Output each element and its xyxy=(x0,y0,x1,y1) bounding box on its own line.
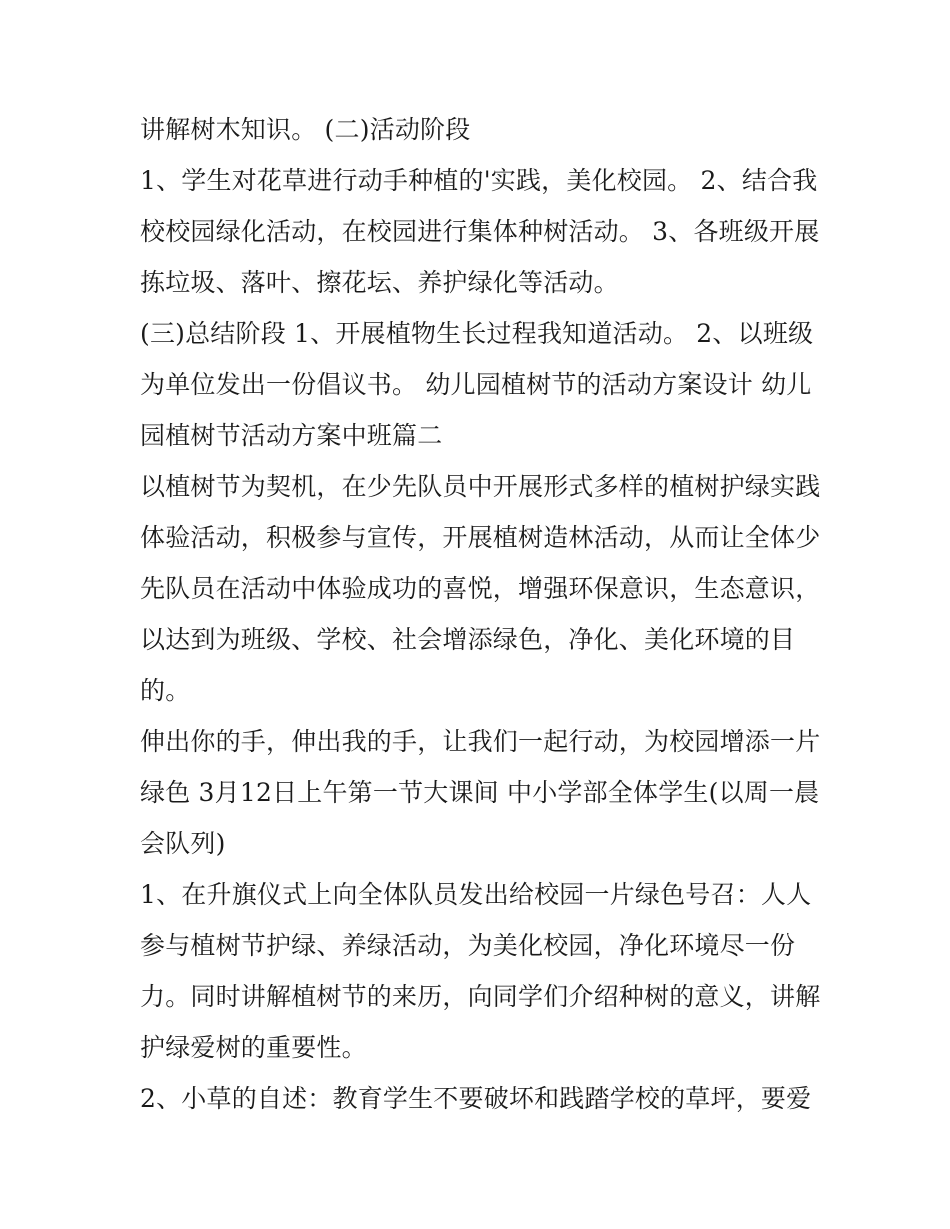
text-line: (三)总结阶段 1、开展植物生长过程我知道活动。 2、以班级 xyxy=(140,319,814,348)
text-line: 参与植树节护绿、养绿活动，为美化校园，净化环境尽一份 xyxy=(140,931,796,960)
text-line: 园植树节活动方案中班篇二 xyxy=(140,421,443,450)
text-line: 为单位发出一份倡议书。 幼儿园植树节的活动方案设计 幼儿 xyxy=(140,370,812,399)
text-line: 讲解树木知识。 (二)活动阶段 xyxy=(140,115,471,144)
text-line: 1、学生对花草进行动手种植的'实践，美化校园。 2、结合我 xyxy=(140,166,818,195)
text-line: 先队员在活动中体验成功的喜悦，增强环保意识，生态意识， xyxy=(140,574,821,603)
text-line: 绿色 3月12日上午第一节大课间 中小学部全体学生(以周一晨 xyxy=(140,778,820,807)
text-line: 的。 xyxy=(140,676,191,705)
text-line: 2、小草的自述：教育学生不要破坏和践踏学校的草坪，要爱 xyxy=(140,1084,812,1113)
text-line: 力。同时讲解植树节的来历，向同学们介绍种树的意义，讲解 xyxy=(140,982,821,1011)
text-line: 拣垃圾、落叶、擦花坛、养护绿化等活动。 xyxy=(140,268,619,297)
text-line: 会队列) xyxy=(140,829,226,858)
text-line: 以植树节为契机，在少先队员中开展形式多样的植树护绿实践 xyxy=(140,472,821,501)
text-line: 伸出你的手，伸出我的手，让我们一起行动，为校园增添一片 xyxy=(140,727,821,756)
text-line: 体验活动，积极参与宣传，开展植树造林活动，从而让全体少 xyxy=(140,523,821,552)
text-line: 1、在升旗仪式上向全体队员发出给校园一片绿色号召：人人 xyxy=(140,880,812,909)
text-line: 校校园绿化活动，在校园进行集体种树活动。 3、各班级开展 xyxy=(140,217,820,246)
text-line: 以达到为班级、学校、社会增添绿色，净化、美化环境的目 xyxy=(140,625,796,654)
text-line: 护绿爱树的重要性。 xyxy=(140,1033,367,1062)
